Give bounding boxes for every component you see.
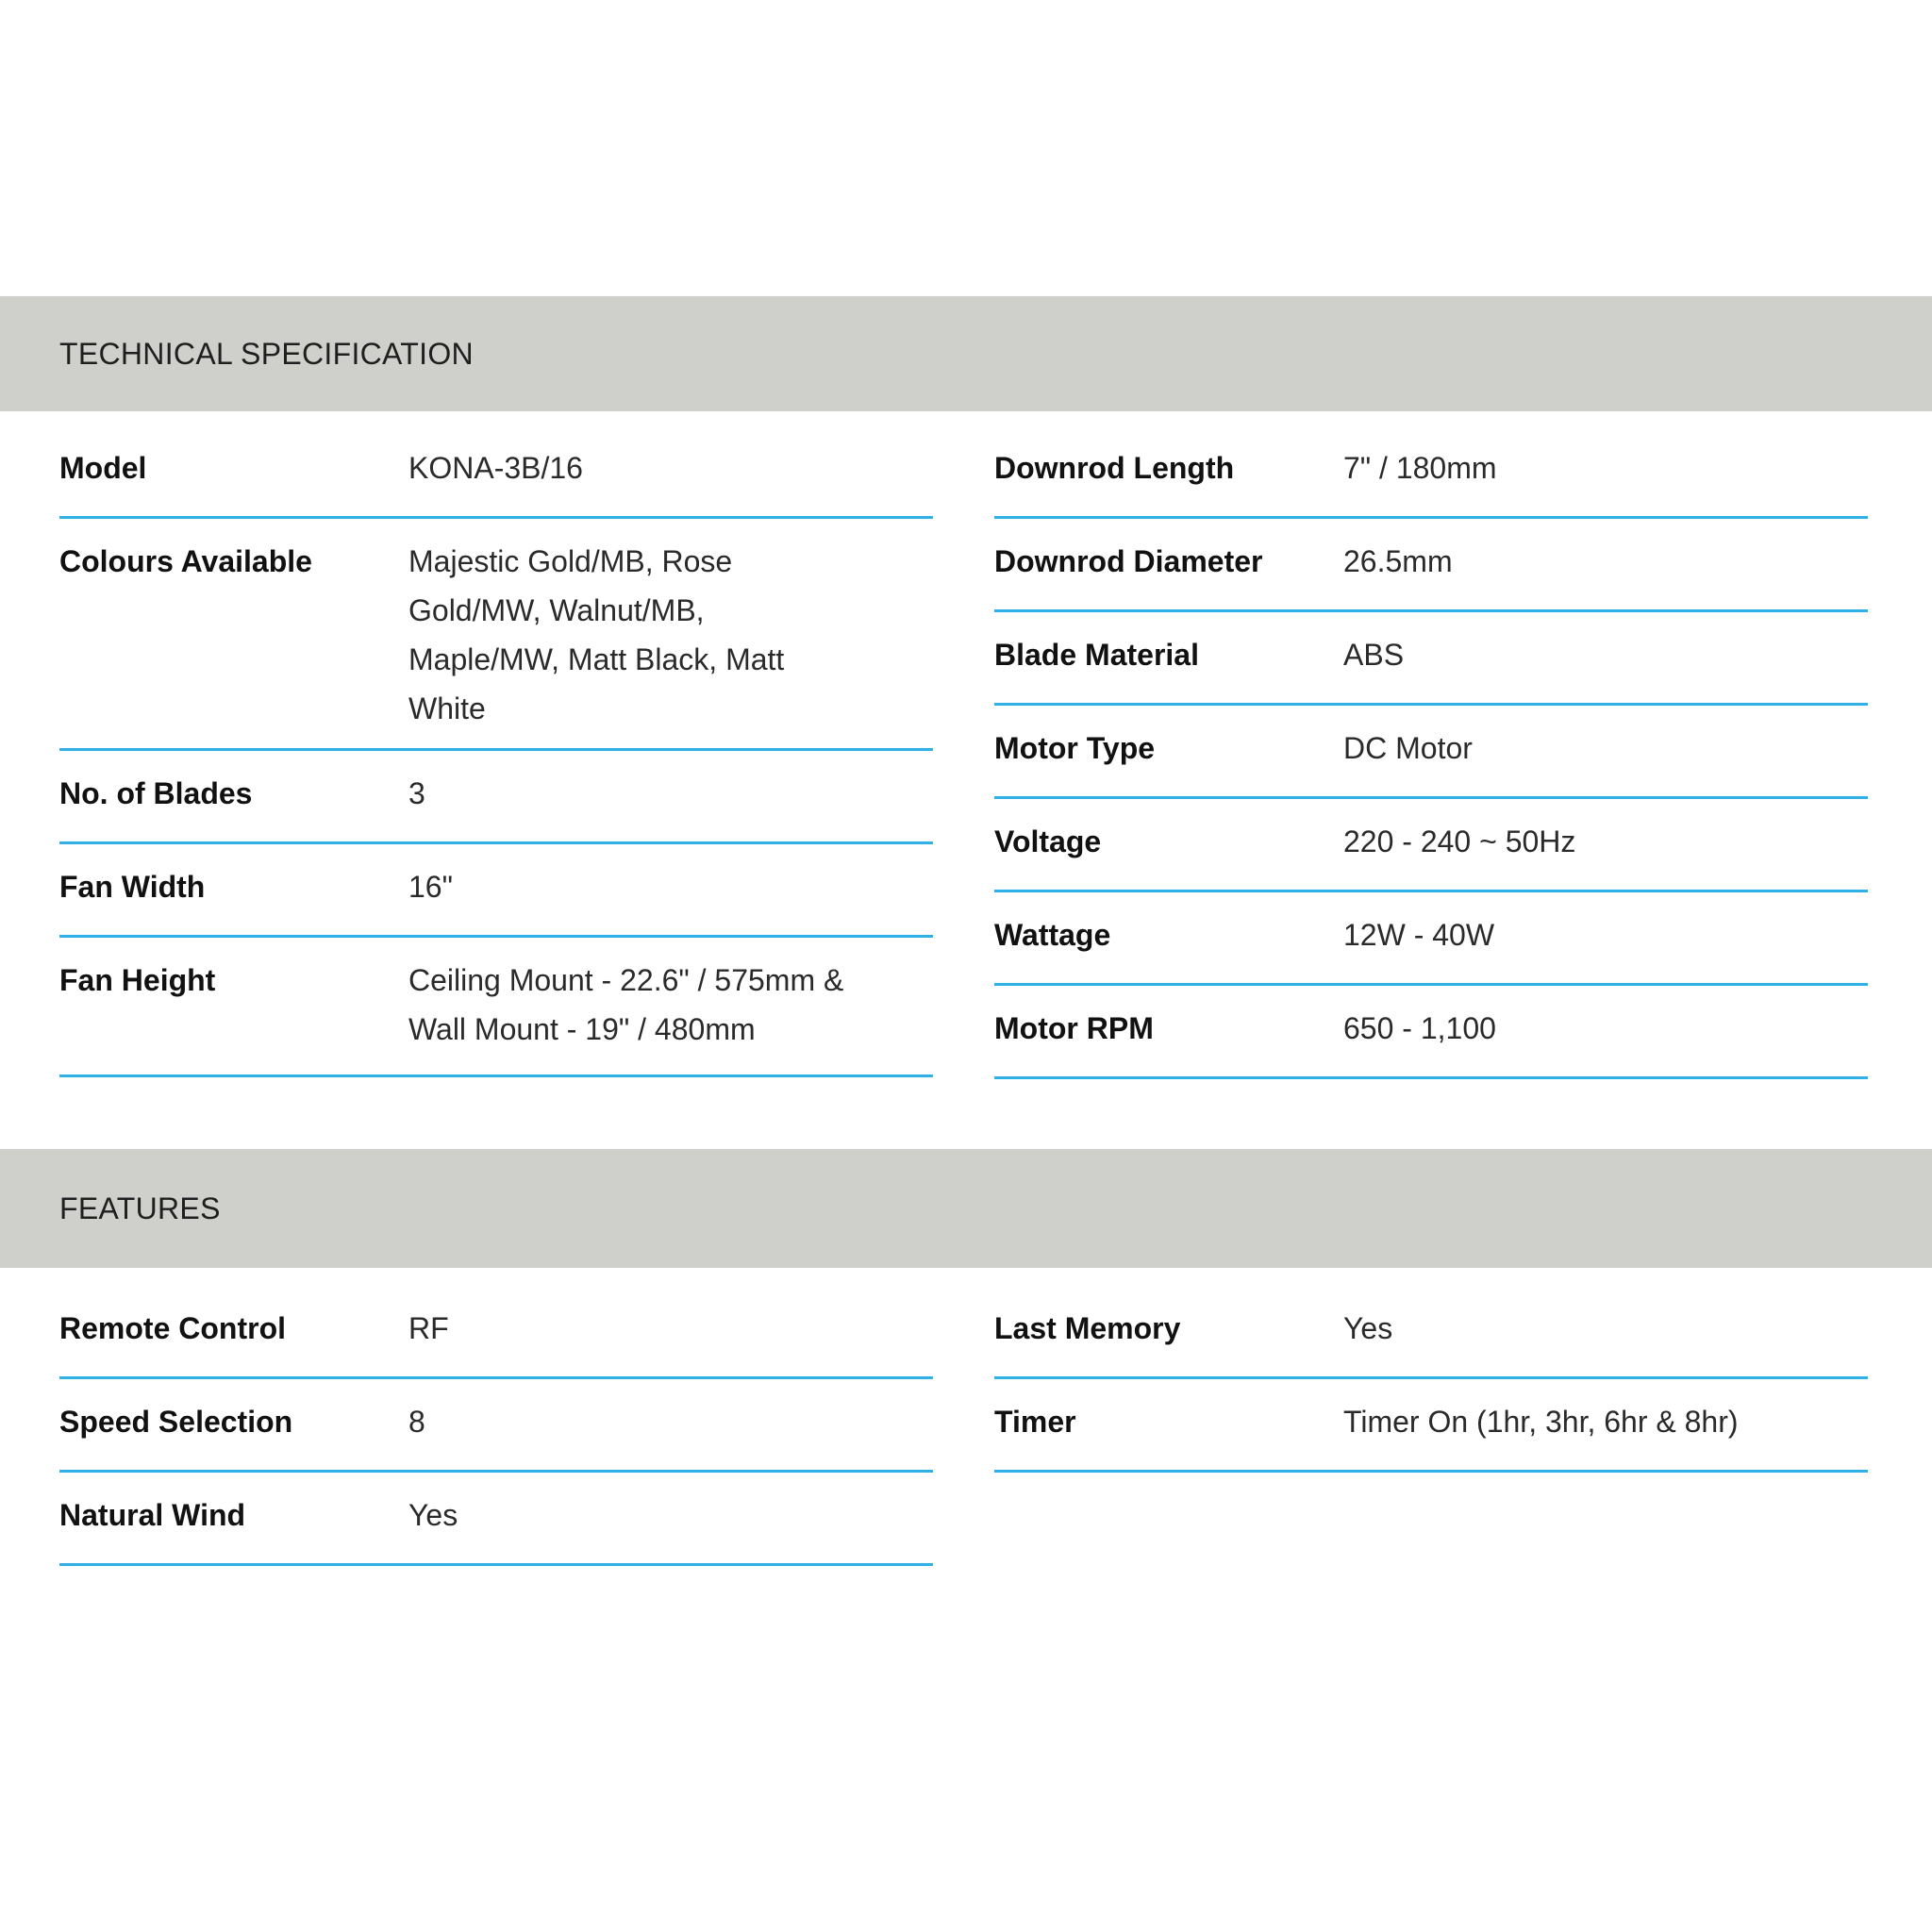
spec-label: Wattage [994, 918, 1111, 952]
spec-label: Colours Available [59, 544, 312, 578]
feature-row-speed-selection [59, 1397, 933, 1473]
spec-value: 650 - 1,100 [1343, 1011, 1496, 1045]
feature-value: 8 [408, 1405, 425, 1439]
spec-value: KONA-3B/16 [408, 451, 583, 485]
spec-label: Motor RPM [994, 1011, 1154, 1045]
spec-row-downrod-diameter [994, 537, 1868, 612]
feature-value: RF [408, 1311, 449, 1345]
section-title: FEATURES [59, 1191, 221, 1225]
spec-label: Downrod Length [994, 451, 1235, 485]
feature-label: Remote Control [59, 1311, 286, 1345]
spec-label: Fan Height [59, 963, 216, 997]
features-left-column [59, 1304, 933, 1566]
spec-row-voltage [994, 817, 1868, 892]
spec-row-fan-width [59, 862, 933, 938]
feature-row-last-memory [994, 1304, 1868, 1379]
spec-label: Blade Material [994, 638, 1199, 672]
spec-label: Model [59, 451, 147, 485]
spec-label: Downrod Diameter [994, 544, 1263, 578]
spec-value: ABS [1343, 638, 1405, 672]
feature-label: Natural Wind [59, 1498, 246, 1532]
value-line: Maple/MW, Matt Black, Matt [408, 642, 785, 676]
spec-label: Motor Type [994, 731, 1156, 765]
spec-row-colours [59, 537, 933, 751]
features-right-column [994, 1304, 1868, 1473]
value-line: Wall Mount - 19" / 480mm [408, 1012, 756, 1046]
feature-row-natural-wind [59, 1491, 933, 1566]
feature-value: Yes [1343, 1311, 1393, 1345]
value-line: White [408, 691, 486, 725]
feature-label: Speed Selection [59, 1405, 293, 1439]
spec-row-model [59, 443, 933, 519]
feature-value: Yes [408, 1498, 458, 1532]
spec-label: No. of Blades [59, 776, 253, 810]
feature-row-remote-control [59, 1304, 933, 1379]
technical-specification-header [0, 296, 1932, 411]
spec-label: Voltage [994, 824, 1102, 858]
feature-row-timer [994, 1397, 1868, 1473]
spec-value: 12W - 40W [1343, 918, 1495, 952]
spec-value: 220 - 240 ~ 50Hz [1343, 824, 1576, 858]
spec-value: 3 [408, 776, 425, 810]
spec-row-wattage [994, 910, 1868, 986]
value-line: Ceiling Mount - 22.6" / 575mm & [408, 963, 844, 997]
tech-spec-left-column [59, 443, 933, 1077]
section-title: TECHNICAL SPECIFICATION [59, 337, 474, 371]
feature-value: Timer On (1hr, 3hr, 6hr & 8hr) [1343, 1405, 1739, 1439]
spec-value: DC Motor [1343, 731, 1473, 765]
spec-row-blades [59, 769, 933, 844]
feature-label: Last Memory [994, 1311, 1181, 1345]
spec-value [408, 537, 933, 733]
spec-value: 7" / 180mm [1343, 451, 1497, 485]
features-header [0, 1149, 1932, 1268]
tech-spec-right-column [994, 443, 1868, 1079]
spec-value [408, 956, 933, 1054]
value-line: Gold/MW, Walnut/MB, [408, 593, 705, 627]
spec-row-fan-height [59, 956, 933, 1077]
spec-row-blade-material [994, 630, 1868, 706]
spec-row-motor-rpm [994, 1004, 1868, 1079]
spec-row-downrod-length [994, 443, 1868, 519]
feature-label: Timer [994, 1405, 1076, 1439]
spec-row-motor-type [994, 724, 1868, 799]
spec-value: 26.5mm [1343, 544, 1453, 578]
spec-value: 16" [408, 870, 453, 904]
spec-label: Fan Width [59, 870, 206, 904]
value-line: Majestic Gold/MB, Rose [408, 544, 733, 578]
